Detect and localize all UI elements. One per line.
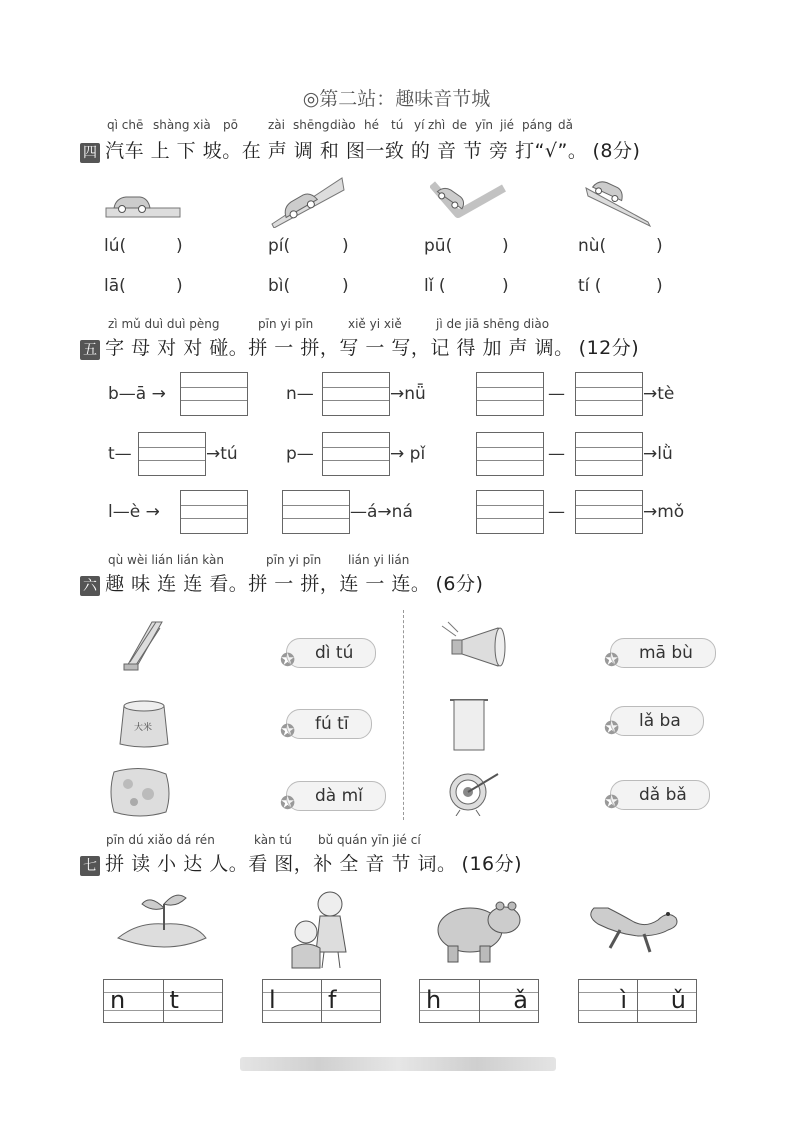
q4-paren-close[interactable]: ) (656, 276, 663, 296)
q5-writing-box[interactable] (476, 372, 544, 416)
map-icon (108, 766, 172, 818)
q7-badge: 七 (80, 856, 100, 876)
q4-pinyin-5: zài (268, 118, 285, 132)
q6-divider (403, 610, 404, 820)
q4-pinyin-6: shēng (293, 118, 330, 132)
loudspeaker-icon (438, 620, 516, 670)
q4-pinyin-2: shàng (153, 118, 190, 132)
q5-pinyin-2: pīn yi pīn (258, 317, 314, 331)
q6-tag-futi[interactable]: fú tī (286, 709, 372, 739)
q5-writing-box[interactable] (282, 490, 350, 534)
q6-pinyin-1: qù wèi lián lián kàn (108, 553, 224, 567)
q6-pinyin-3: lián yi lián (348, 553, 410, 567)
q4-pinyin-7: diào (330, 118, 356, 132)
q6-tag-dami[interactable]: dà mǐ (286, 781, 386, 811)
q4-pinyin-3: xià (193, 118, 211, 132)
q5-r1-mid: n— (286, 384, 314, 404)
q6-tag-mabu[interactable]: mā bù (610, 638, 716, 668)
rice-bag-label: 大米 (134, 723, 153, 733)
q7-grid-letter: ì (620, 986, 627, 1014)
q5-dash: — (548, 384, 565, 404)
q5-r1-result: →nǖ (390, 384, 426, 404)
star-icon: ✪ (604, 792, 620, 813)
q4-paren-close[interactable]: ) (342, 276, 349, 296)
q4-pinyin-13: yīn (475, 118, 494, 132)
q5-writing-box[interactable] (322, 432, 390, 476)
q4-pinyin-15: páng (522, 118, 553, 132)
q4-badge: 四 (80, 143, 100, 163)
q5-writing-box[interactable] (476, 432, 544, 476)
target-icon (446, 766, 502, 816)
q4-option-nu: nù( (578, 236, 607, 256)
star-icon: ✪ (280, 721, 296, 742)
q7-grid-letter: n (110, 986, 126, 1014)
q4-pinyin-10: yí (414, 118, 425, 132)
q4-title (80, 136, 640, 163)
car-flat-icon (104, 190, 184, 222)
q4-option-la: lā( (104, 276, 126, 296)
q4-option-li: lǐ ( (424, 276, 446, 296)
q4-pinyin-1: qì chē (107, 118, 144, 132)
q4-pinyin-8: hé (364, 118, 379, 132)
q4-question-text: 汽车 上 下 坡。在 声 调 和 图一致 的 音 节 旁 打“√”。 (105, 140, 588, 162)
q7-grid-4[interactable] (578, 979, 697, 1023)
q4-pinyin-9: tú (391, 118, 404, 132)
q7-grid-letter: l (269, 986, 276, 1014)
q4-option-pu: pū( (424, 236, 453, 256)
q5-writing-box[interactable] (575, 372, 643, 416)
q5-r2-letter: t— (108, 444, 132, 464)
q7-grid-letter: f (328, 986, 337, 1014)
sprout-land-icon (114, 890, 210, 954)
q7-question-text: 拼 读 小 达 人。看 图，补 全 音 节 词。 (105, 853, 457, 875)
gecko-icon (584, 894, 684, 960)
q5-dash: — (548, 444, 565, 464)
q4-option-pi: pí( (268, 236, 291, 256)
q5-r3-result2: →mǒ (643, 502, 685, 522)
q4-paren-close[interactable]: ) (176, 236, 183, 256)
q5-r1-letter: b—ā → (108, 384, 166, 404)
q7-grid-letter: ǎ (513, 986, 528, 1014)
escalator-icon (122, 618, 168, 674)
q4-pinyin-12: de (452, 118, 467, 132)
q5-writing-box[interactable] (180, 490, 248, 534)
q4-option-bi: bì( (268, 276, 291, 296)
star-icon: ✪ (604, 650, 620, 671)
page-footer-blur (240, 1057, 556, 1071)
q4-pinyin-11: zhì (428, 118, 446, 132)
q4-paren-close[interactable]: ) (656, 236, 663, 256)
q5-title (80, 333, 639, 360)
q5-pinyin-4: jì de jiā shēng diào (436, 317, 550, 331)
q4-paren-close[interactable]: ) (502, 276, 509, 296)
star-icon: ✪ (604, 718, 620, 739)
q7-title (80, 849, 522, 876)
q5-writing-box[interactable] (575, 432, 643, 476)
q4-score: (8分) (592, 140, 641, 162)
q5-writing-box[interactable] (322, 372, 390, 416)
station-title: ◎第二站：趣味音节城 (302, 88, 491, 110)
car-v-slope-icon (430, 180, 510, 222)
q5-r2-result2: → pǐ (390, 444, 426, 464)
q6-question-text: 趣 味 连 连 看。拼 一 拼，连 一 连。 (105, 573, 431, 595)
q5-writing-box[interactable] (180, 372, 248, 416)
q5-score: (12分) (578, 337, 640, 359)
towel-icon (448, 696, 490, 752)
q7-grid-1[interactable] (103, 979, 223, 1023)
q6-score: (6分) (435, 573, 484, 595)
q7-grid-2[interactable] (262, 979, 381, 1023)
q6-tag-ditu[interactable]: dì tú (286, 638, 376, 668)
q6-pinyin-2: pīn yi pīn (266, 553, 322, 567)
q4-pinyin-14: jié (500, 118, 515, 132)
q5-r1-result2: →tè (643, 384, 675, 404)
q7-grid-3[interactable] (419, 979, 539, 1023)
q4-option-lu: lú( (104, 236, 127, 256)
q6-badge: 六 (80, 576, 100, 596)
q6-tag-daba[interactable]: dǎ bǎ (610, 780, 710, 810)
q5-badge: 五 (80, 340, 100, 360)
q7-grid-letter: t (169, 986, 179, 1014)
star-icon: ✪ (280, 793, 296, 814)
q6-tag-laba[interactable]: lǎ ba (610, 706, 704, 736)
q4-pinyin-16: dǎ (558, 118, 573, 132)
rice-bag-icon (118, 696, 170, 750)
q5-r3-result: —á→ná (350, 502, 413, 522)
q5-r2-result3: →lǜ (643, 444, 673, 464)
q7-grid-letter: h (426, 986, 442, 1014)
q5-r2-result: →tú (206, 444, 238, 464)
star-icon: ✪ (280, 650, 296, 671)
q5-writing-box[interactable] (138, 432, 206, 476)
q7-score: (16分) (461, 853, 523, 875)
q7-pinyin-1: pīn dú xiǎo dá rén (106, 833, 215, 847)
q7-pinyin-2: kàn tú (254, 833, 292, 847)
q5-r2-mid: p— (286, 444, 314, 464)
q4-paren-close[interactable]: ) (502, 236, 509, 256)
q5-dash: — (548, 502, 565, 522)
q4-paren-close[interactable]: ) (176, 276, 183, 296)
car-downhill-icon (584, 178, 654, 228)
q5-r3-letter: l—è → (108, 502, 160, 522)
q4-option-ti: tí ( (578, 276, 602, 296)
q5-pinyin-1: zì mǔ duì duì pèng (108, 317, 220, 331)
q4-paren-close[interactable]: ) (342, 236, 349, 256)
q7-pinyin-3: bǔ quán yīn jié cí (318, 833, 421, 847)
hippo-icon (428, 892, 524, 968)
q5-pinyin-3: xiě yi xiě (348, 317, 402, 331)
q5-question-text: 字 母 对 对 碰。拼 一 拼，写 一 写，记 得 加 声 调。 (105, 337, 574, 359)
q4-pinyin-4: pō (223, 118, 238, 132)
q5-writing-box[interactable] (476, 490, 544, 534)
q7-grid-letter: ǔ (670, 986, 686, 1014)
q5-writing-box[interactable] (575, 490, 643, 534)
q6-title (80, 569, 483, 596)
barber-boy-icon (284, 886, 360, 970)
car-uphill-icon (268, 176, 348, 228)
